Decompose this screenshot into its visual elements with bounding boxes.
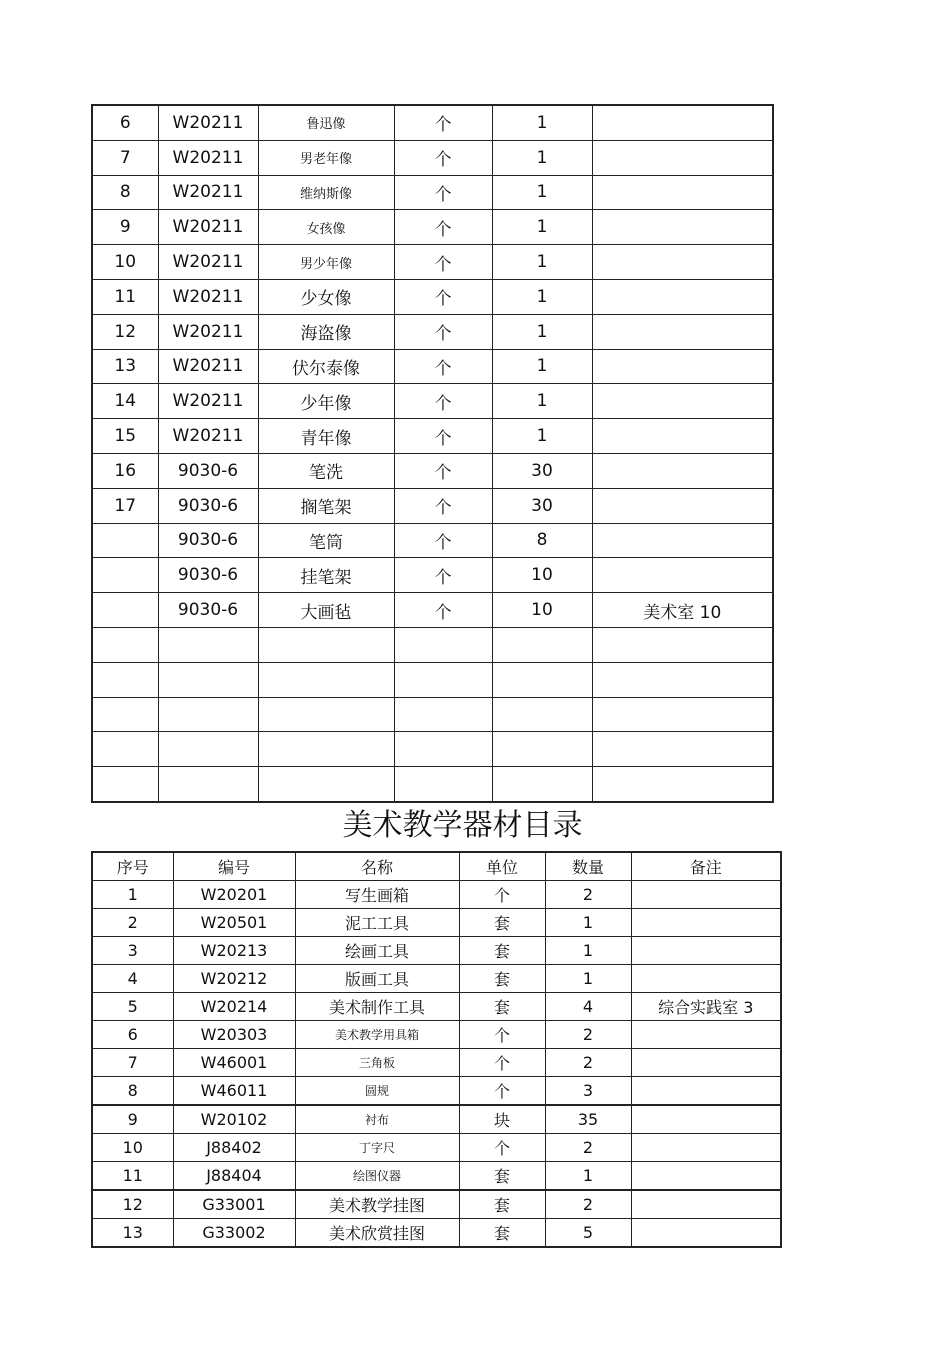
cell-no: 12	[92, 1190, 173, 1219]
cell-code: W20303	[173, 1021, 295, 1049]
table-row	[92, 697, 773, 732]
table-row	[92, 245, 773, 280]
cell-name: 绘图仪器	[295, 1162, 459, 1191]
cell-code: W46011	[173, 1077, 295, 1106]
cell-unit: 个	[394, 140, 492, 175]
cell-qty: 1	[545, 937, 631, 965]
cell-qty: 2	[545, 881, 631, 909]
cell-no: 7	[92, 140, 158, 175]
cell-code: G33001	[173, 1190, 295, 1219]
cell-name: 维纳斯像	[258, 175, 394, 210]
table-row	[92, 488, 773, 523]
cell-qty	[492, 627, 592, 662]
cell-code: 9030-6	[158, 593, 258, 628]
cell-note	[592, 314, 773, 349]
cell-code: W20211	[158, 245, 258, 280]
inventory-table-top	[91, 104, 774, 803]
cell-unit: 个	[394, 349, 492, 384]
cell-unit: 个	[394, 314, 492, 349]
cell-qty: 5	[545, 1219, 631, 1248]
cell-code: W20211	[158, 419, 258, 454]
cell-qty: 1	[492, 105, 592, 140]
cell-name: 美术教学用具箱	[295, 1021, 459, 1049]
table-row	[92, 993, 781, 1021]
cell-unit: 个	[459, 1021, 545, 1049]
cell-note	[631, 909, 781, 937]
cell-note	[631, 1162, 781, 1191]
cell-no: 2	[92, 909, 173, 937]
cell-code: W46001	[173, 1049, 295, 1077]
cell-name: 少女像	[258, 279, 394, 314]
cell-name: 绘画工具	[295, 937, 459, 965]
cell-unit: 个	[459, 1049, 545, 1077]
cell-qty: 2	[545, 1190, 631, 1219]
cell-note	[592, 279, 773, 314]
header-code: 编号	[173, 852, 295, 881]
cell-name	[258, 627, 394, 662]
cell-no: 9	[92, 210, 158, 245]
cell-no: 5	[92, 993, 173, 1021]
cell-note	[592, 488, 773, 523]
cell-unit: 个	[394, 245, 492, 280]
cell-name: 丁字尺	[295, 1134, 459, 1162]
cell-note	[631, 965, 781, 993]
table-row	[92, 279, 773, 314]
cell-name: 圆规	[295, 1077, 459, 1106]
cell-code	[158, 662, 258, 697]
cell-name: 挂笔架	[258, 558, 394, 593]
cell-qty: 10	[492, 593, 592, 628]
table-row	[92, 909, 781, 937]
cell-note	[631, 881, 781, 909]
cell-note	[592, 453, 773, 488]
cell-unit: 套	[459, 1219, 545, 1248]
table-row	[92, 523, 773, 558]
table-row	[92, 937, 781, 965]
table-row	[92, 1077, 781, 1106]
cell-code: W20211	[158, 384, 258, 419]
cell-code: G33002	[173, 1219, 295, 1248]
cell-unit: 个	[459, 1134, 545, 1162]
cell-code: 9030-6	[158, 453, 258, 488]
table-row	[92, 1162, 781, 1191]
cell-name: 美术欣赏挂图	[295, 1219, 459, 1248]
cell-unit: 块	[459, 1105, 545, 1134]
cell-no: 7	[92, 1049, 173, 1077]
cell-note	[592, 140, 773, 175]
cell-name: 笔洗	[258, 453, 394, 488]
cell-qty: 1	[492, 349, 592, 384]
table-row	[92, 1049, 781, 1077]
cell-qty	[492, 697, 592, 732]
header-name: 名称	[295, 852, 459, 881]
cell-note	[592, 210, 773, 245]
cell-note: 美术室 10	[592, 593, 773, 628]
header-note: 备注	[631, 852, 781, 881]
cell-note	[631, 937, 781, 965]
cell-code: W20201	[173, 881, 295, 909]
cell-note	[592, 384, 773, 419]
cell-name: 美术制作工具	[295, 993, 459, 1021]
cell-qty	[492, 662, 592, 697]
cell-name: 青年像	[258, 419, 394, 454]
cell-note	[631, 1134, 781, 1162]
cell-no	[92, 627, 158, 662]
cell-code: W20214	[173, 993, 295, 1021]
cell-unit	[394, 627, 492, 662]
cell-no	[92, 558, 158, 593]
cell-unit: 个	[394, 558, 492, 593]
cell-qty: 1	[545, 965, 631, 993]
cell-note	[631, 1021, 781, 1049]
table-row	[92, 732, 773, 767]
header-no: 序号	[92, 852, 173, 881]
cell-unit: 个	[394, 419, 492, 454]
cell-code: W20211	[158, 140, 258, 175]
table-row	[92, 419, 773, 454]
cell-no: 10	[92, 1134, 173, 1162]
table-row	[92, 349, 773, 384]
cell-unit: 套	[459, 1162, 545, 1191]
cell-no	[92, 593, 158, 628]
cell-unit: 套	[459, 909, 545, 937]
cell-unit: 个	[394, 453, 492, 488]
table-row	[92, 105, 773, 140]
cell-unit: 个	[459, 1077, 545, 1106]
cell-qty: 1	[492, 314, 592, 349]
cell-code: W20102	[173, 1105, 295, 1134]
catalog-title: 美术教学器材目录	[342, 808, 583, 843]
cell-note	[631, 1049, 781, 1077]
cell-unit: 个	[394, 105, 492, 140]
table-row	[92, 384, 773, 419]
cell-code: 9030-6	[158, 523, 258, 558]
table-row	[92, 140, 773, 175]
cell-no: 1	[92, 881, 173, 909]
catalog-header-row	[92, 852, 781, 881]
cell-qty: 1	[492, 384, 592, 419]
cell-unit: 个	[394, 210, 492, 245]
cell-unit: 套	[459, 965, 545, 993]
cell-name: 女孩像	[258, 210, 394, 245]
cell-code: W20211	[158, 210, 258, 245]
cell-no: 6	[92, 1021, 173, 1049]
cell-name	[258, 732, 394, 767]
cell-name: 少年像	[258, 384, 394, 419]
cell-note	[592, 105, 773, 140]
cell-name: 三角板	[295, 1049, 459, 1077]
cell-name: 衬布	[295, 1105, 459, 1134]
cell-name: 笔筒	[258, 523, 394, 558]
table-row	[92, 593, 773, 628]
cell-name: 大画毡	[258, 593, 394, 628]
cell-no: 13	[92, 349, 158, 384]
inventory-table-top-body	[92, 105, 773, 802]
cell-no: 17	[92, 488, 158, 523]
header-qty: 数量	[545, 852, 631, 881]
cell-qty: 1	[492, 140, 592, 175]
cell-unit	[394, 697, 492, 732]
cell-unit: 个	[394, 523, 492, 558]
cell-qty: 10	[492, 558, 592, 593]
cell-code: W20211	[158, 314, 258, 349]
cell-note	[592, 662, 773, 697]
cell-no: 6	[92, 105, 158, 140]
cell-code: W20211	[158, 349, 258, 384]
cell-note	[631, 1105, 781, 1134]
cell-unit: 个	[394, 175, 492, 210]
cell-unit: 个	[394, 384, 492, 419]
cell-code	[158, 627, 258, 662]
table-row	[92, 767, 773, 802]
table-row	[92, 881, 781, 909]
cell-code: W20213	[173, 937, 295, 965]
cell-unit: 个	[394, 593, 492, 628]
cell-note	[592, 558, 773, 593]
cell-code: W20212	[173, 965, 295, 993]
cell-no: 16	[92, 453, 158, 488]
cell-no: 9	[92, 1105, 173, 1134]
cell-code: W20211	[158, 105, 258, 140]
table-row	[92, 1219, 781, 1248]
cell-no: 4	[92, 965, 173, 993]
cell-name	[258, 697, 394, 732]
cell-name: 鲁迅像	[258, 105, 394, 140]
table-row	[92, 662, 773, 697]
cell-no	[92, 732, 158, 767]
cell-no	[92, 523, 158, 558]
table-row	[92, 965, 781, 993]
cell-code	[158, 732, 258, 767]
cell-code: J88404	[173, 1162, 295, 1191]
table-row	[92, 175, 773, 210]
table-row	[92, 1134, 781, 1162]
cell-no: 14	[92, 384, 158, 419]
cell-note	[592, 732, 773, 767]
table-row	[92, 627, 773, 662]
cell-no: 12	[92, 314, 158, 349]
cell-note	[592, 697, 773, 732]
cell-name: 男少年像	[258, 245, 394, 280]
cell-qty: 1	[492, 175, 592, 210]
cell-no: 3	[92, 937, 173, 965]
cell-unit: 套	[459, 937, 545, 965]
catalog-table	[91, 851, 782, 1248]
cell-note	[592, 523, 773, 558]
cell-note	[592, 175, 773, 210]
cell-unit: 个	[459, 881, 545, 909]
cell-no	[92, 662, 158, 697]
table-row	[92, 1105, 781, 1134]
cell-code: W20501	[173, 909, 295, 937]
cell-qty: 4	[545, 993, 631, 1021]
cell-qty	[492, 732, 592, 767]
cell-unit: 套	[459, 1190, 545, 1219]
cell-name: 男老年像	[258, 140, 394, 175]
cell-no: 11	[92, 279, 158, 314]
cell-note	[631, 1219, 781, 1248]
cell-no: 13	[92, 1219, 173, 1248]
cell-unit	[394, 767, 492, 802]
cell-no: 11	[92, 1162, 173, 1191]
cell-qty: 1	[492, 210, 592, 245]
cell-qty: 2	[545, 1134, 631, 1162]
cell-qty: 1	[545, 1162, 631, 1191]
cell-no: 15	[92, 419, 158, 454]
table-row	[92, 314, 773, 349]
cell-qty: 8	[492, 523, 592, 558]
cell-name	[258, 767, 394, 802]
cell-name: 海盗像	[258, 314, 394, 349]
cell-code: J88402	[173, 1134, 295, 1162]
cell-note	[592, 419, 773, 454]
cell-unit	[394, 732, 492, 767]
cell-qty: 1	[492, 419, 592, 454]
cell-qty	[492, 767, 592, 802]
cell-code: W20211	[158, 175, 258, 210]
cell-qty: 30	[492, 453, 592, 488]
cell-qty: 2	[545, 1021, 631, 1049]
table-row	[92, 1190, 781, 1219]
cell-name: 泥工工具	[295, 909, 459, 937]
cell-note	[592, 767, 773, 802]
cell-unit: 套	[459, 993, 545, 1021]
cell-name	[258, 662, 394, 697]
cell-code	[158, 697, 258, 732]
cell-qty: 30	[492, 488, 592, 523]
cell-code	[158, 767, 258, 802]
cell-no	[92, 697, 158, 732]
cell-note	[631, 1077, 781, 1106]
cell-code: 9030-6	[158, 488, 258, 523]
cell-no	[92, 767, 158, 802]
cell-unit: 个	[394, 488, 492, 523]
cell-name: 伏尔泰像	[258, 349, 394, 384]
cell-code: W20211	[158, 279, 258, 314]
cell-qty: 3	[545, 1077, 631, 1106]
cell-qty: 35	[545, 1105, 631, 1134]
cell-unit	[394, 662, 492, 697]
cell-no: 8	[92, 1077, 173, 1106]
cell-qty: 1	[545, 909, 631, 937]
header-unit: 单位	[459, 852, 545, 881]
cell-note: 综合实践室 3	[631, 993, 781, 1021]
table-row	[92, 558, 773, 593]
table-row	[92, 1021, 781, 1049]
cell-name: 版画工具	[295, 965, 459, 993]
cell-note	[631, 1190, 781, 1219]
cell-qty: 1	[492, 279, 592, 314]
cell-qty: 1	[492, 245, 592, 280]
cell-unit: 个	[394, 279, 492, 314]
cell-name: 写生画箱	[295, 881, 459, 909]
cell-note	[592, 627, 773, 662]
cell-name: 搁笔架	[258, 488, 394, 523]
cell-qty: 2	[545, 1049, 631, 1077]
catalog-table-body	[92, 881, 781, 1248]
cell-no: 8	[92, 175, 158, 210]
table-row	[92, 453, 773, 488]
cell-note	[592, 349, 773, 384]
cell-name: 美术教学挂图	[295, 1190, 459, 1219]
cell-note	[592, 245, 773, 280]
cell-code: 9030-6	[158, 558, 258, 593]
cell-no: 10	[92, 245, 158, 280]
table-row	[92, 210, 773, 245]
